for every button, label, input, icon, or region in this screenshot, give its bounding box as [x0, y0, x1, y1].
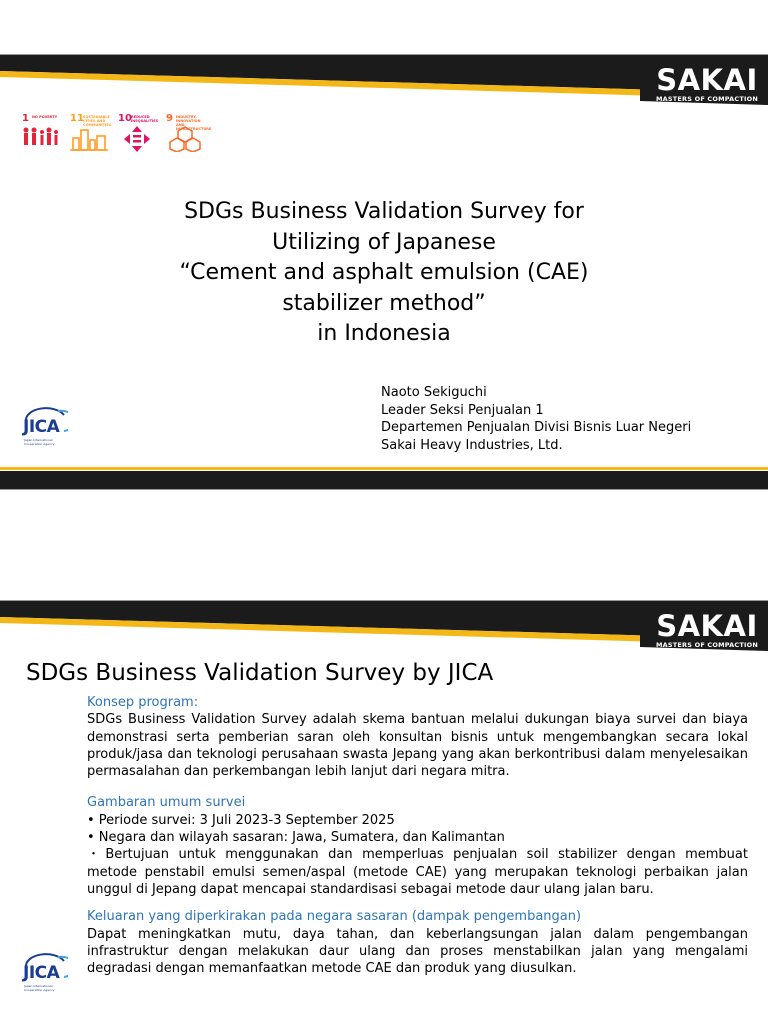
- title-line: SDGs Business Validation Survey for: [184, 199, 584, 224]
- sdg-icon-11: [70, 113, 112, 152]
- sdg-number: 9: [166, 113, 173, 124]
- author-block: [381, 384, 691, 454]
- slide2-body: [87, 694, 748, 977]
- bullet-periode: • Periode survei: 3 Juli 2023-3 September 2025: [87, 812, 395, 828]
- jica-logo: [20, 947, 68, 995]
- title-line: in Indonesia: [317, 321, 451, 346]
- section-text-konsep: SDGs Business Validation Survey adalah skema bantuan melalui dukungan biaya survei dan biaya demonstrasi serta pemberian saran oleh konsultan bisnis untuk mengembangkan secara lokal produk/jasa dan teknologi perusahaan swasta Jepang yang akan berkontribusi dalam menyelesaikan permasalahan dan perkembangan lebih lanjut dari negara mitra.: [87, 712, 748, 780]
- title-line: stabilizer method”: [282, 290, 486, 316]
- jica-logo-text: JICA: [23, 417, 60, 437]
- slide1-title: [0, 197, 768, 350]
- footer-band: [0, 467, 768, 489]
- sdg-label: INDUSTRY, INNOVATION AND INFRASTRUCTURE: [176, 115, 212, 131]
- author-name: Naoto Sekiguchi: [381, 385, 487, 400]
- title-slide: [0, 54, 768, 490]
- sdg-label: NO POVERTY: [32, 115, 58, 119]
- bullet-tujuan: ・Bertujuan untuk menggunakan dan memperluas penjualan soil stabilizer dengan membuat metode penstabil emulsi semen/aspal (metode CAE) yang merupakan teknologi perbaikan jalan unggul di Jepang dapat mencapai standardisasi sebagai metode daur ulang jalan baru.: [87, 847, 748, 897]
- section-text-keluaran: Dapat meningkatkan mutu, daya tahan, dan keberlangsungan jalan dalam pengembangan infrastruktur dengan melakukan daur ulang dan proses menstabilkan jalan yang mengalami degradasi dengan memanfaatkan metode CAE dan produk yang diusulkan.: [87, 926, 748, 977]
- slide2-title: SDGs Business Validation Survey by JICA: [26, 660, 494, 686]
- sdg-label: SUSTAINABLE CITIES AND COMMUNITIES: [83, 115, 112, 127]
- sakai-logo-text: SAKAI: [656, 609, 758, 643]
- sakai-tagline: MASTERS OF COMPACTION: [656, 95, 758, 103]
- jica-logo-text: JICA: [23, 963, 60, 983]
- sdg-icon-9: [166, 113, 212, 152]
- title-line: Utilizing of Japanese: [272, 229, 496, 255]
- sakai-logo: [652, 65, 762, 103]
- sakai-tagline: MASTERS OF COMPACTION: [656, 641, 758, 649]
- header-band: [0, 601, 768, 655]
- footer-stripes: [0, 467, 768, 489]
- equality-icon: [118, 126, 156, 152]
- section-heading-konsep: Konsep program:: [87, 695, 199, 710]
- section-heading-keluaran: Keluaran yang diperkirakan pada negara sasaran (dampak pengembangan): [87, 909, 582, 925]
- sakai-logo-text: SAKAI: [656, 63, 758, 97]
- content-slide: [0, 600, 768, 1025]
- header-band: [0, 55, 768, 109]
- author-department: Departemen Penjualan Divisi Bisnis Luar Negeri: [381, 420, 692, 435]
- sdg-icons: [22, 113, 212, 152]
- sakai-logo: [652, 611, 762, 649]
- sdg-number: 10: [118, 113, 132, 124]
- sdg-number: 11: [70, 113, 84, 124]
- author-company: Sakai Heavy Industries, Ltd.: [381, 437, 563, 453]
- title-line: “Cement and asphalt emulsion (CAE): [179, 260, 589, 285]
- jica-logo: [20, 401, 68, 449]
- jica-subtitle: Japan International Cooperation Agency: [24, 984, 55, 992]
- sdg-icon-1: [22, 114, 60, 152]
- sdg-icon-10: [118, 113, 159, 152]
- jica-subtitle: Japan International Cooperation Agency: [24, 438, 55, 446]
- author-position: Leader Seksi Penjualan 1: [381, 402, 544, 418]
- section-heading-gambaran: Gambaran umum survei: [87, 795, 246, 811]
- family-icon: [22, 126, 60, 150]
- sdg-label: REDUCED INEQUALITIES: [131, 115, 159, 123]
- city-icon: [70, 126, 108, 152]
- sdg-number: 1: [22, 113, 29, 124]
- bullet-wilayah: • Negara dan wilayah sasaran: Jawa, Sumatera, dan Kalimantan: [87, 830, 505, 846]
- cubes-icon: [166, 126, 204, 152]
